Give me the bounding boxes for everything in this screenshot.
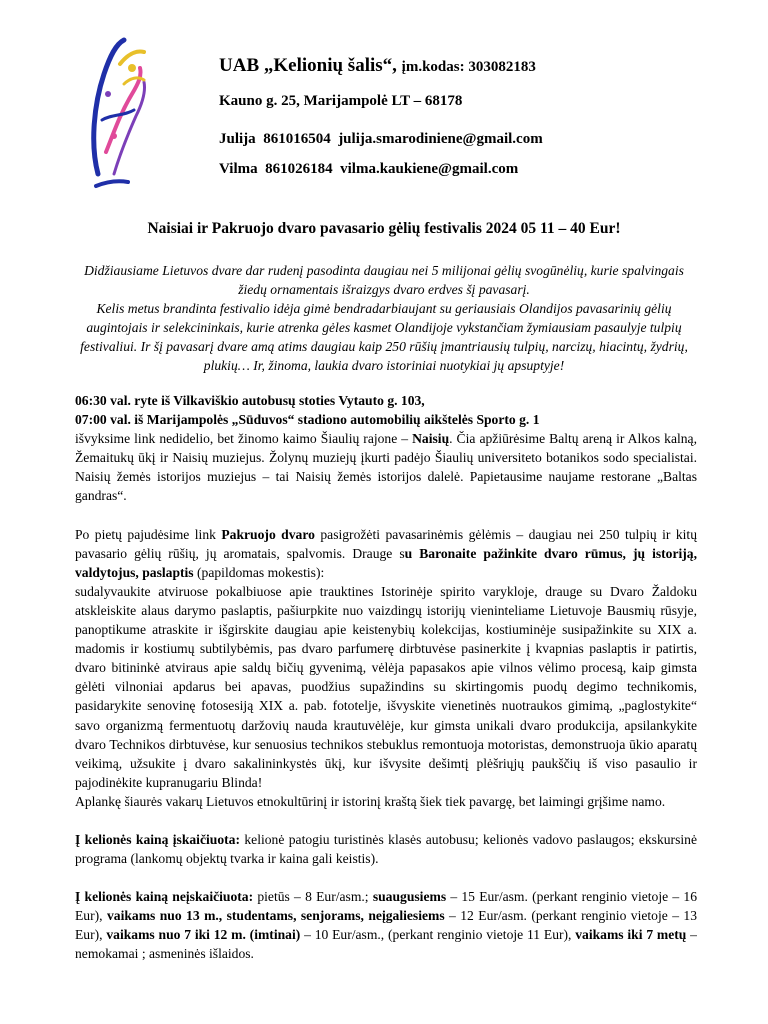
contact-phone: 861016504 (263, 131, 331, 147)
intro-paragraph: Didžiausiame Lietuvos dvare dar rudenį pasodinta daugiau nei 5 milijonai gėlių svogūnėlių, kurie spalvingais žiedų ornamentais išraizgys dvaro erdves šį pavasarį. (84, 263, 684, 297)
page-title: Naisiai ir Pakruojo dvaro pavasario gėlių festivalis 2024 05 11 – 40 Eur! (147, 220, 621, 237)
departure-vilkaviskis: 06:30 val. ryte iš Vilkaviškio autobusų stoties Vytauto g. 103, (75, 393, 425, 408)
paragraph-gap (75, 506, 697, 525)
company-address: Kauno g. 25, Marijampolė LT – 68178 (219, 93, 463, 109)
intro-text (70, 261, 698, 375)
text-run-bold: vaikams nuo 13 m., studentams, senjorams, neįgaliesiems (106, 908, 445, 924)
departure-marijampole: 07:00 val. iš Marijampolės „Sūduvos“ stadiono automobilių aikštelės Sporto g. 1 (75, 412, 540, 428)
paragraph-gap (75, 811, 697, 830)
included-text: kelionė patogiu turistinės klasės autobusu; kelionės vadovo paslaugos; ekskursinė programa (lankomų objektų tvarka ir kaina gali keistis). (75, 831, 697, 867)
agency-logo (84, 24, 162, 194)
text-run-bold: vaikams iki 7 metų (575, 927, 687, 943)
intro-paragraph: Kelis metus brandinta festivalio idėja gimė bendradarbiaujant su geriausiais Olandijos pavasarinių gėlių augintojais ir selekcininkais, kurie atrenka gėles kasmet Olandijoje vykstančiam žymiausiam pasaulyje tulpių festivaliui. Ir šį pavasarį dvare amą atims daugiau kaip 250 rūšių įmantriausių tulpių, narcizų, hiacintų, žydrių, plukių… Ir, žinoma, laukia dvaro istoriniai nuotykiai jų apsuptyje! (80, 301, 688, 373)
pakruojis-paragraph (75, 525, 697, 582)
text-run-bold: u Baronaite pažinkite dvaro rūmus, jų istoriją, valdytojus, paslaptis (75, 545, 698, 580)
company-line (219, 52, 739, 81)
text-run: . Čia apžiūrėsime Baltų areną ir Alkos kalną, Žemaitukų ūkį ir Naisių muziejus. Žolynų muziejų įkurti padėjo Šiaulių universiteto botanikos sodo specialistai. Naisių žemės istorijos muziejus – tai Naisių žemės istorijos dalelė. Papietausime naujame restorane „Baltas gandras“. (75, 431, 697, 504)
text-run: – 10 Eur/asm., (perkant renginio vietoje 11 Eur), (300, 927, 576, 943)
text-run-bold: Pakruojo dvaro (221, 526, 315, 542)
paragraph-gap (75, 868, 697, 887)
text-run: – nemokamai ; asmeninės išlaidos. (75, 927, 697, 962)
contact-email[interactable]: vilma.kaukiene@gmail.com (340, 161, 519, 177)
included-paragraph (75, 830, 697, 868)
company-name: UAB „Kelionių šalis“, (219, 55, 397, 76)
excluded-label: Į kelionės kainą neįskaičiuota: (75, 889, 254, 905)
manor-details-paragraph: sudalyvaukite atviruose pokalbiuose apie trauktines Istorinėje spirito varykloje, drauge su Dvaro Žaldoku atskleiskite alaus darymo paslaptis, pašiurpkite nuo vaizdingų istorijų vieninteliame Lietuvoje Bausmių rūsyje, panoptikume atraskite ir išgirskite daugiau apie keistenybių kolekcijas, kostiuminėje susipažinkite su XIX a. madomis ir kostiumų subtilybėmis, pas dvaro parfumerę dirbtuvėse pasinerkite į kvapnias paslaptis ir patirtis, dvaro bitininkė atviraus apie saldų bičių gyvenimą, vėlėja papasakos apie vilnos vėlimo procesą, kaip gimsta gėlėti vilnoniai apdarus bei apavas, puodžius supažindins su skirtingomis puodų degimo technikomis, pasidarykite senovinę fotosesiją XIX a. pab. fototelje, išvyskite vienetinės nuotraukos gimimą, „paglostykite“ savo organizmą fermentuotų daržovių nauda krautuvėlėje, kur gimsta unikali dvaro produkcija, apsilankykite dvaro Technikos dirbtuvėse, kur senuosius technikos stebuklus remontuoja motoristas, demonstruoja ūkio aparatų veikimą, užsukite į dvaro sakalininkystės ūkį, kur išvysite dešimtį plėšriųjų paukščių iš viso pasaulio ir pajodinėkite kupranugariu Blinda! (75, 583, 697, 790)
text-run-bold: vaikams nuo 7 iki 12 m. (imtinai) (106, 927, 301, 943)
contact-name: Julija (219, 131, 256, 147)
text-run: pasigrožėti pavasarinėmis gėlėmis – daugiau nei 250 tulpių ir kitų pavasario gėlių rūšių, jų aromatais, spalvomis. Drauge s (75, 526, 697, 561)
contact-name: Vilma (219, 161, 258, 177)
text-run: – 15 Eur/asm. (perkant renginio vietoje – 16 Eur), (75, 889, 698, 924)
contact-phone: 861026184 (265, 161, 333, 177)
text-run: Po pietų pajudėsime link (75, 526, 222, 542)
excluded-paragraph (75, 887, 697, 963)
departure-line (75, 410, 697, 429)
included-label: Į kelionės kainą įskaičiuota: (75, 831, 240, 847)
contact-vilma (219, 159, 739, 179)
contact-email[interactable]: julija.smarodiniene@gmail.com (338, 131, 543, 147)
text-run: – 12 Eur/asm. (perkant renginio vietoje – 13 Eur), (75, 908, 698, 943)
contact-julija (219, 129, 739, 149)
naisiai-paragraph (75, 429, 697, 505)
departure-line (75, 391, 697, 410)
company-code: įm.kodas: 303082183 (401, 59, 536, 75)
text-run-bold: Naisių (412, 431, 450, 447)
itinerary-body (75, 391, 697, 964)
company-header (219, 52, 739, 179)
text-run: pietūs – 8 Eur/asm.; (253, 889, 373, 905)
text-run: išvyksime link nedidelio, bet žinomo kaimo Šiaulių rajone – (75, 431, 413, 447)
text-run-bold: suaugusiems (372, 889, 447, 905)
return-paragraph: Aplankę šiaurės vakarų Lietuvos etnokultūrinį ir istorinį kraštą šiek tiek pavargę, bet laimingi grįšime namo. (75, 793, 666, 809)
text-run: (papildomas mokestis): (193, 564, 325, 580)
